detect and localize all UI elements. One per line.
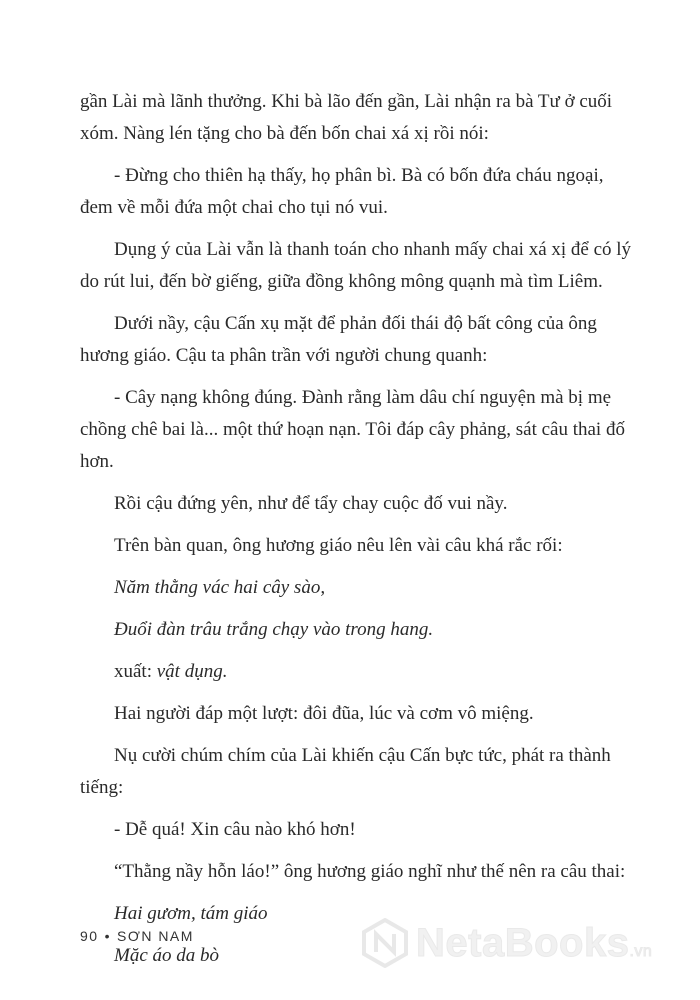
paragraph-2: - Đừng cho thiên hạ thấy, họ phân bì. Bà có bốn đứa cháu ngoại, đem về mỗi đứa một chai cho tụi nó vui. <box>80 165 604 218</box>
page-body <box>80 86 640 982</box>
riddle-line-2: Đuổi đàn trâu trắng chạy vào trong hang. <box>114 619 434 640</box>
paragraph-5: - Cây nạng không đúng. Đành rằng làm dâu chí nguyện mà bị mẹ chồng chê bai là... một thứ hoạn nạn. Tôi đáp cây phảng, sát câu thai đố hơn. <box>80 387 625 472</box>
page-footer <box>80 928 194 944</box>
paragraph-13: - Dễ quá! Xin câu nào khó hơn! <box>114 819 356 840</box>
paragraph-1: gần Lài mà lãnh thưởng. Khi bà lão đến gần, Lài nhận ra bà Tư ở cuối xóm. Nàng lén tặng cho bà đến bốn chai xá xị rồi nói: <box>80 91 613 144</box>
paragraph-11: Hai người đáp một lượt: đôi đũa, lúc và cơm vô miệng. <box>114 703 534 724</box>
riddle-line-1: Năm thằng vác hai cây sào, <box>114 577 326 598</box>
paragraph-6: Rồi cậu đứng yên, như để tẩy chay cuộc đố vui nầy. <box>114 493 508 514</box>
paragraph-12: Nụ cười chúm chím của Lài khiến cậu Cấn bực tức, phát ra thành tiếng: <box>80 745 611 798</box>
page-number: 90 <box>80 928 99 944</box>
paragraph-7: Trên bàn quan, ông hương giáo nêu lên vài câu khá rắc rối: <box>114 535 563 556</box>
footer-separator: • <box>104 928 111 944</box>
riddle-hint-head: xuất: <box>114 661 157 682</box>
netabooks-logo-icon <box>360 918 410 968</box>
watermark-brand: NetaBooks.vn <box>416 920 653 965</box>
riddle-hint-answer-type: vật dụng. <box>156 661 228 682</box>
riddle2-line-1: Hai gươm, tám giáo <box>114 903 268 924</box>
riddle2-line-2: Mặc áo da bò <box>114 945 220 966</box>
paragraph-4: Dưới nầy, cậu Cấn xụ mặt để phản đối thái độ bất công của ông hương giáo. Cậu ta phân trần với người chung quanh: <box>80 313 597 366</box>
paragraph-14: “Thằng nầy hỗn láo!” ông hương giáo nghĩ như thế nên ra câu thai: <box>114 861 626 882</box>
watermark <box>360 918 652 968</box>
riddle-hint <box>80 656 640 688</box>
paragraph-3: Dụng ý của Lài vẫn là thanh toán cho nhanh mấy chai xá xị để có lý do rút lui, đến bờ giếng, giữa đồng không mông quạnh mà tìm Liêm. <box>80 239 632 292</box>
author-name: SƠN NAM <box>116 928 194 944</box>
